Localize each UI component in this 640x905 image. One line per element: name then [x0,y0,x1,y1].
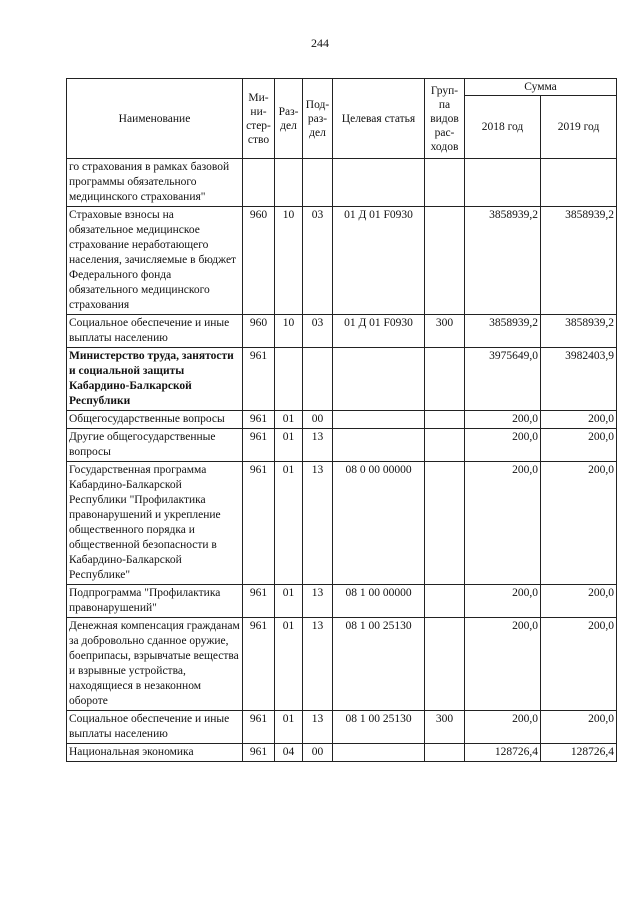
cell-target [333,429,425,462]
table-row [67,462,617,585]
cell-name: Социальное обеспечение и иные выплаты населению [67,711,243,744]
cell-sum-2018: 200,0 [465,429,541,462]
cell-sum-2018 [465,159,541,207]
cell-target: 08 1 00 00000 [333,585,425,618]
cell-sum-2019: 200,0 [541,585,617,618]
cell-expense-group [425,585,465,618]
cell-name: Другие общегосударственные вопросы [67,429,243,462]
cell-section: 01 [275,411,303,429]
table-row [67,618,617,711]
cell-sum-2018: 3858939,2 [465,207,541,315]
table-row [67,348,617,411]
cell-ministry: 961 [243,618,275,711]
cell-ministry: 961 [243,462,275,585]
cell-expense-group [425,207,465,315]
cell-expense-group [425,348,465,411]
cell-section: 04 [275,744,303,762]
cell-sum-2019: 200,0 [541,429,617,462]
cell-name: Подпрограмма "Профилактика правонарушений" [67,585,243,618]
table-row [67,744,617,762]
cell-ministry: 961 [243,585,275,618]
header-ministry: Ми-ни-стер-ство [243,79,275,159]
cell-target: 08 0 00 00000 [333,462,425,585]
cell-expense-group [425,618,465,711]
cell-sum-2019: 200,0 [541,411,617,429]
cell-ministry: 960 [243,315,275,348]
table-row [67,585,617,618]
cell-expense-group [425,429,465,462]
cell-target: 01 Д 01 F0930 [333,315,425,348]
cell-section: 01 [275,462,303,585]
cell-subsection [303,348,333,411]
cell-expense-group: 300 [425,315,465,348]
table-row [67,315,617,348]
cell-name: Страховые взносы на обязательное медицинское страхование неработающего населения, зачисляемые в бюджет Федерального фонда обязательного медицинского страхования [67,207,243,315]
header-expense-group: Груп-па видов рас-ходов [425,79,465,159]
cell-target [333,744,425,762]
cell-subsection: 03 [303,207,333,315]
cell-ministry: 961 [243,711,275,744]
cell-sum-2019: 3982403,9 [541,348,617,411]
cell-sum-2018: 200,0 [465,618,541,711]
cell-target [333,411,425,429]
cell-sum-2018: 200,0 [465,411,541,429]
cell-subsection: 03 [303,315,333,348]
cell-sum-2019: 3858939,2 [541,207,617,315]
cell-name: Социальное обеспечение и иные выплаты населению [67,315,243,348]
cell-sum-2018: 200,0 [465,462,541,585]
cell-expense-group: 300 [425,711,465,744]
cell-ministry: 961 [243,348,275,411]
cell-subsection: 13 [303,462,333,585]
header-sum: Сумма [465,79,617,96]
cell-sum-2019: 3858939,2 [541,315,617,348]
header-subsection: Под-раз-дел [303,79,333,159]
cell-subsection: 13 [303,429,333,462]
cell-sum-2018: 200,0 [465,585,541,618]
cell-sum-2019 [541,159,617,207]
table-row [67,411,617,429]
cell-ministry: 960 [243,207,275,315]
cell-sum-2018: 3975649,0 [465,348,541,411]
cell-expense-group [425,744,465,762]
header-year-2019: 2019 год [541,96,617,159]
header-name: Наименование [67,79,243,159]
table-row [67,429,617,462]
header-target: Целевая статья [333,79,425,159]
cell-name: го страхования в рамках базовой программы обязательного медицинского страхования" [67,159,243,207]
cell-target: 08 1 00 25130 [333,711,425,744]
cell-section: 10 [275,315,303,348]
cell-expense-group [425,411,465,429]
cell-section: 10 [275,207,303,315]
cell-section: 01 [275,429,303,462]
cell-section: 01 [275,585,303,618]
cell-section [275,348,303,411]
table-row [67,159,617,207]
header-section: Раз-дел [275,79,303,159]
cell-target: 08 1 00 25130 [333,618,425,711]
cell-sum-2018: 200,0 [465,711,541,744]
cell-subsection [303,159,333,207]
cell-expense-group [425,159,465,207]
cell-ministry: 961 [243,411,275,429]
cell-section: 01 [275,711,303,744]
cell-subsection: 00 [303,744,333,762]
header-year-2018: 2018 год [465,96,541,159]
cell-ministry [243,159,275,207]
cell-section: 01 [275,618,303,711]
cell-subsection: 13 [303,711,333,744]
cell-sum-2018: 128726,4 [465,744,541,762]
page-number: 244 [311,36,329,50]
cell-expense-group [425,462,465,585]
cell-ministry: 961 [243,429,275,462]
cell-sum-2019: 200,0 [541,711,617,744]
cell-sum-2019: 200,0 [541,462,617,585]
cell-name: Министерство труда, занятости и социальной защиты Кабардино-Балкарской Республики [67,348,243,411]
cell-sum-2019: 128726,4 [541,744,617,762]
cell-target: 01 Д 01 F0930 [333,207,425,315]
cell-target [333,348,425,411]
cell-sum-2019: 200,0 [541,618,617,711]
cell-subsection: 13 [303,585,333,618]
cell-ministry: 961 [243,744,275,762]
cell-subsection: 00 [303,411,333,429]
cell-sum-2018: 3858939,2 [465,315,541,348]
cell-target [333,159,425,207]
table-row [67,711,617,744]
cell-name: Национальная экономика [67,744,243,762]
table-row [67,207,617,315]
budget-table [66,78,617,762]
cell-name: Денежная компенсация гражданам за добровольно сданное оружие, боеприпасы, взрывчатые вещества и взрывные устройства, находящиеся в незаконном обороте [67,618,243,711]
cell-name: Государственная программа Кабардино-Балкарской Республики "Профилактика правонарушений и укрепление общественного порядка и общественной безопасности в Кабардино-Балкарской Республике" [67,462,243,585]
cell-section [275,159,303,207]
cell-subsection: 13 [303,618,333,711]
cell-name: Общегосударственные вопросы [67,411,243,429]
